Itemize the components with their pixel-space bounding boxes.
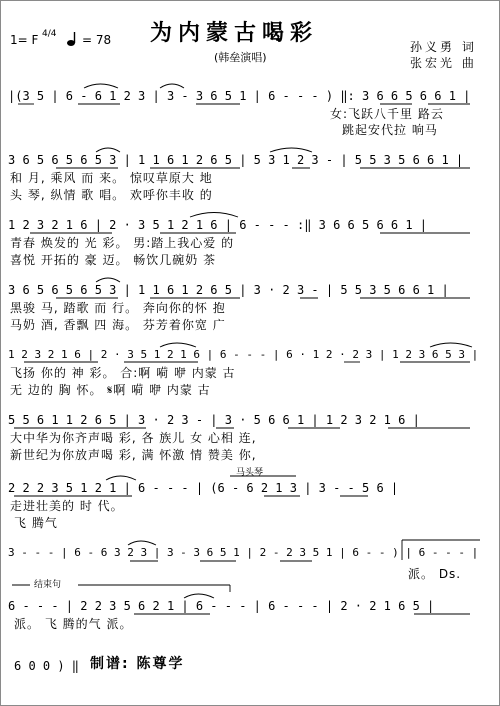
- key-signature: 1= F: [10, 33, 39, 47]
- notation-row-2: 3 6 5 6 5 6 5 3 | 1 1 6 1 2 6 5 | 5 3 1 2 3 - | 5 5 3 5 6 6 1 |: [8, 153, 464, 167]
- transcriber-credit: 制谱: 陈尊学: [90, 656, 185, 672]
- notation-row-1: |(3 5 | 6 - 6 1 2 3 | 3 - 3 6 5 1 | 6 - - - ) ‖: 3 6 6 5 6 6 1 |: [8, 89, 471, 103]
- performer-subtitle: (韩垒演唱): [214, 51, 267, 64]
- notation-row-9: 6 - - - | 2 2 3 5 6 2 1 | 6 - - - | 6 - - - | 2 · 2 1 6 5 |: [8, 599, 435, 613]
- lyric-row-8: 派。 Ds.: [408, 567, 462, 581]
- horse-head-fiddle-label: 马头琴: [236, 468, 264, 478]
- lyric-row-5-verse-2: 无 边的 胸 怀。 𝄋啊 嗬 咿 内蒙 古: [10, 383, 211, 397]
- notation-row-3: 1 2 3 2 1 6 | 2 · 3 5 1 2 1 6 | 6 - - - :‖ 3 6 6 5 6 6 1 |: [8, 218, 428, 232]
- lyric-row-7-verse-1: 走进壮美的 时 代。: [10, 499, 124, 513]
- lyric-row-4-verse-1: 黑骏 马, 踏歌 而 行。 奔向你的怀 抱: [10, 301, 226, 315]
- notation-row-6: 5 5 6 1 1 2 6 5 | 3 · 2 3 - | 3 · 5 6 6 1 | 1 2 3 2 1 6 |: [8, 413, 420, 427]
- notation-row-7: 2 2 2 3 5 1 2 1 | 6 - - - | (6 - 6 2 1 3 | 3 - - 5 6 |: [8, 481, 399, 495]
- lyric-row-9: 派。 飞 腾的气 派。: [14, 617, 133, 631]
- lyric-row-1-verse-2: 跳起安代拉 响马: [342, 123, 438, 137]
- notation-row-10: 6 0 0 ) ‖: [14, 659, 80, 673]
- lyric-row-6-verse-1: 大中华为你齐声喝 彩, 各 族儿 女 心相 连,: [10, 431, 257, 445]
- lyric-row-2-verse-2: 头 琴, 纵情 歌 唱。 欢呼你丰收 的: [10, 188, 213, 202]
- lyric-row-3-verse-1: 青春 焕发的 光 彩。 男:踏上我心爱 的: [10, 236, 235, 250]
- lyric-row-7-verse-2: 飞 腾气: [14, 516, 58, 530]
- notation-row-4: 3 6 5 6 5 6 5 3 | 1 1 6 1 2 6 5 | 3 · 2 3 - | 5 5 3 5 6 6 1 |: [8, 283, 449, 297]
- time-signature: 4/4: [42, 29, 57, 39]
- notation-row-8: 3 - - - | 6 - 6 3 2 3 | 3 - 3 6 5 1 | 2 - 2 3 5 1 | 6 - - ) | 6 - - - |: [8, 546, 479, 559]
- lyric-row-4-verse-2: 马奶 酒, 香飘 四 海。 芬芳着你宽 广: [10, 318, 226, 332]
- composer-credit: 张宏光 曲: [410, 56, 477, 70]
- ending-phrase-label: 结束句: [34, 580, 62, 590]
- notation-row-5: 1 2 3 2 1 6 | 2 · 3 5 1 2 1 6 | 6 - - - | 6 · 1 2 · 2 3 | 1 2 3 6 5 3 |: [8, 348, 479, 361]
- lyric-row-5-verse-1: 飞扬 你的 神 彩。 合:啊 嗬 咿 内蒙 古: [10, 366, 236, 380]
- tempo-marking: = 78: [82, 33, 112, 47]
- lyric-row-3-verse-2: 喜悦 开拓的 豪 迈。 畅饮几碗奶 茶: [10, 253, 217, 267]
- page-title: 为内蒙古喝彩: [150, 20, 319, 46]
- lyricist-credit: 孙义勇 词: [410, 40, 477, 54]
- lyric-row-2-verse-1: 和 月, 乘风 而 来。 惊叹草原大 地: [10, 171, 213, 185]
- lyric-row-6-verse-2: 新世纪为你放声喝 彩, 满 怀激 情 赞美 你,: [10, 448, 257, 462]
- lyric-row-1-verse-1: 女:飞跃八千里 路云: [330, 107, 444, 121]
